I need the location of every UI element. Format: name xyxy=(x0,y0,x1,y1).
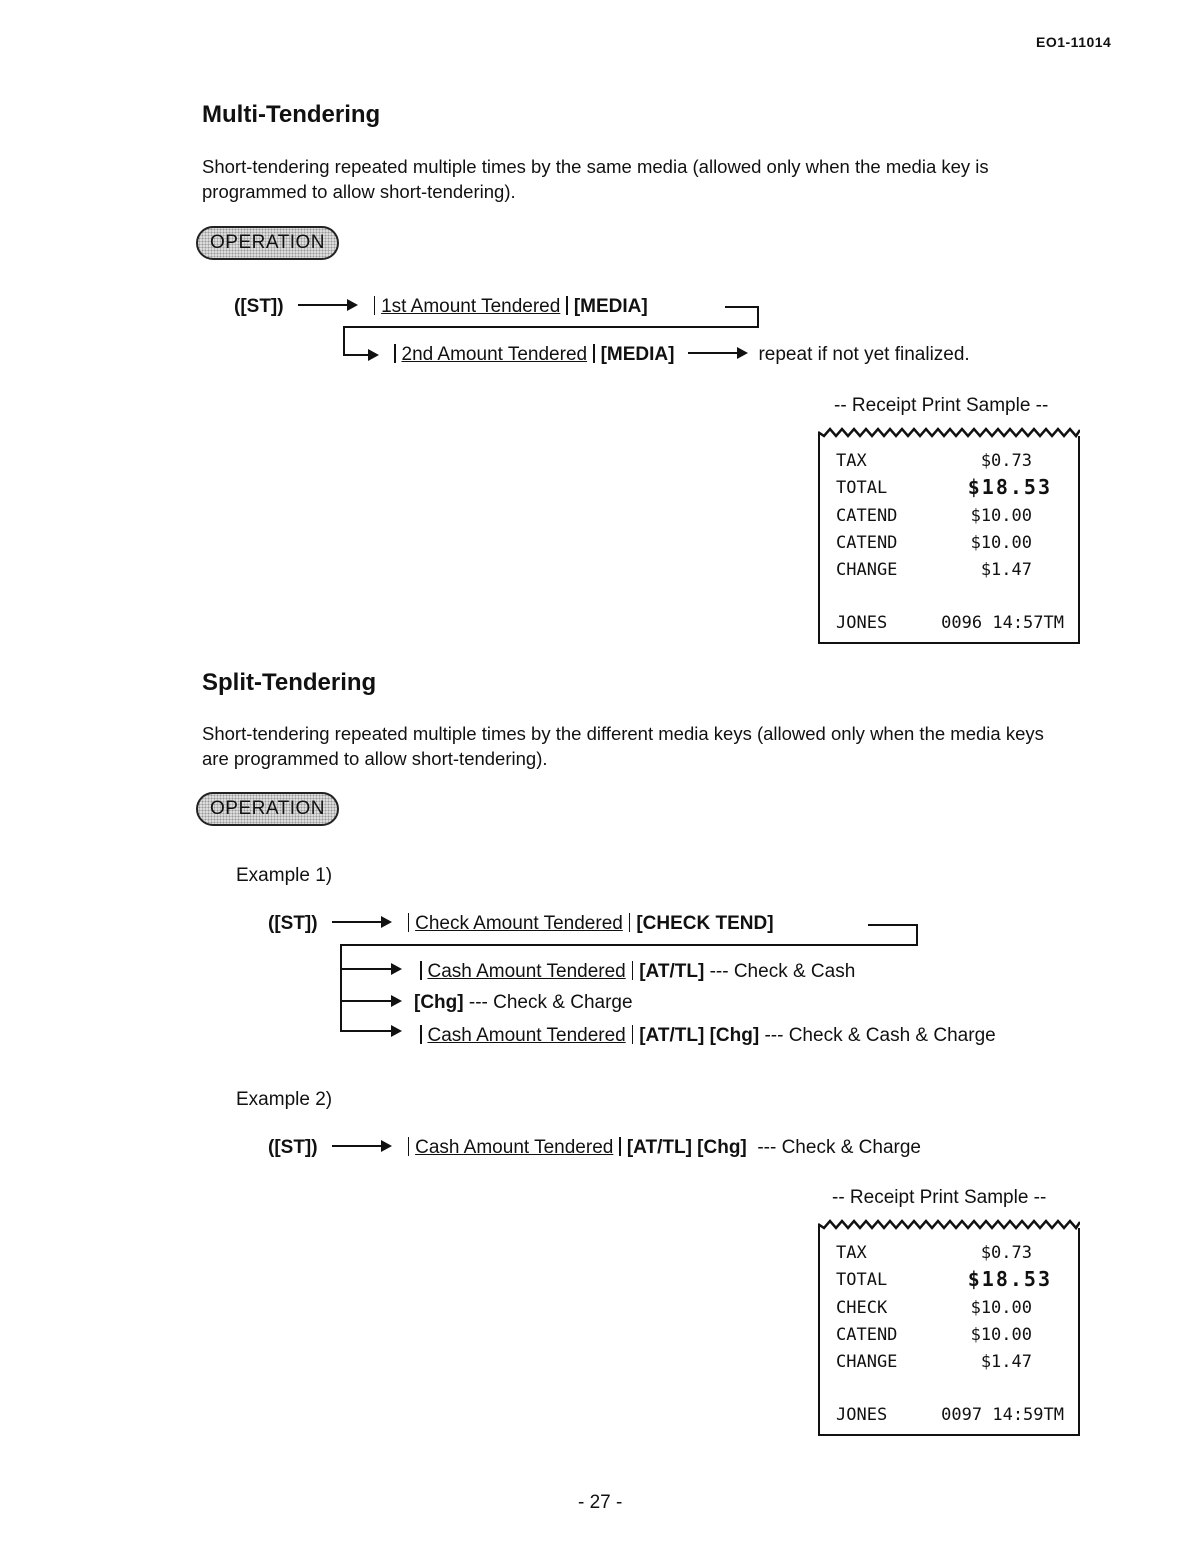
receipt-label: CATEND xyxy=(836,533,898,553)
document-id: EO1-11014 xyxy=(1036,34,1112,50)
branch-note: --- Check & Cash xyxy=(709,961,856,982)
example-1-line-1 xyxy=(268,913,774,935)
amount-bar xyxy=(420,1025,422,1044)
receipt-value: $10.00 xyxy=(970,506,1032,526)
attl-chg-keys: [AT/TL] [Chg] xyxy=(626,1137,747,1158)
arrow-right-icon xyxy=(332,1145,390,1147)
torn-edge-icon xyxy=(818,426,1080,440)
amount-tendered-label: Check Amount Tendered xyxy=(415,913,623,934)
attl-key: [AT/TL] xyxy=(639,961,705,982)
arrow-right-icon xyxy=(688,352,746,354)
check-tend-key: [CHECK TEND] xyxy=(636,913,774,934)
receipt-clerk-name: JONES xyxy=(836,613,888,633)
amount-bar xyxy=(632,961,634,980)
torn-edge-icon xyxy=(818,1218,1080,1232)
arrow-right-icon xyxy=(332,921,390,923)
operation-badge: OPERATION xyxy=(196,792,339,826)
chg-key: [Chg] xyxy=(414,992,464,1013)
amount-bar xyxy=(394,344,396,363)
multi-tendering-description: Short-tendering repeated multiple times by the same media (allowed only when the media key is programmed to allow short-tendering). xyxy=(202,156,989,202)
receipt-sample xyxy=(818,1228,1080,1436)
receipt-value: $1.47 xyxy=(980,560,1032,580)
branch-note: --- Check & Cash & Charge xyxy=(764,1025,996,1046)
receipt-label: TAX xyxy=(836,451,867,471)
amount-bar xyxy=(408,1137,410,1156)
amount-bar xyxy=(420,961,422,980)
branch-check-charge xyxy=(414,992,633,1014)
branch-check-cash xyxy=(414,961,855,983)
page-number: - 27 - xyxy=(578,1492,623,1513)
arrow-right-icon xyxy=(340,1030,400,1032)
branch-check-cash-charge xyxy=(414,1025,996,1047)
example-2-label: Example 2) xyxy=(236,1089,333,1110)
connector-line xyxy=(343,326,345,356)
amount-bar xyxy=(629,913,631,932)
receipt-value: $0.73 xyxy=(980,451,1032,471)
receipt-value: $10.00 xyxy=(970,533,1032,553)
branch-note: --- Check & Charge xyxy=(468,992,633,1013)
receipt-code-time: 0097 14:59TM xyxy=(941,1405,1064,1425)
media-key: [MEDIA] xyxy=(573,296,648,317)
receipt-caption: -- Receipt Print Sample -- xyxy=(832,1187,1047,1208)
split-tendering-title: Split-Tendering xyxy=(202,669,377,696)
receipt-value: $1.47 xyxy=(980,1352,1032,1372)
attl-chg-keys: [AT/TL] [Chg] xyxy=(639,1025,760,1046)
connector-line xyxy=(757,306,759,328)
amount-bar xyxy=(566,296,568,315)
receipt-caption: -- Receipt Print Sample -- xyxy=(834,395,1049,416)
arrow-right-icon xyxy=(340,1000,400,1002)
receipt-label: CATEND xyxy=(836,506,898,526)
connector-line xyxy=(916,924,918,946)
receipt-sample xyxy=(818,436,1080,644)
repeat-note: repeat if not yet finalized. xyxy=(758,344,970,365)
amount-bar xyxy=(632,1025,634,1044)
amount-tendered-label: 1st Amount Tendered xyxy=(381,296,561,317)
connector-line xyxy=(725,306,759,308)
receipt-code-time: 0096 14:57TM xyxy=(941,613,1064,633)
multi-tendering-title: Multi-Tendering xyxy=(202,101,381,128)
amount-tendered-label: 2nd Amount Tendered xyxy=(401,344,588,365)
receipt-value: $10.00 xyxy=(970,1325,1032,1345)
arrow-right-icon xyxy=(340,968,400,970)
amount-tendered-label: Cash Amount Tendered xyxy=(415,1137,614,1158)
amount-tendered-label: Cash Amount Tendered xyxy=(427,961,626,982)
connector-line xyxy=(340,944,918,946)
st-key: ([ST]) xyxy=(234,296,284,317)
connector-line xyxy=(340,944,342,1032)
st-key: ([ST]) xyxy=(268,913,318,934)
receipt-total-value: $18.53 xyxy=(967,475,1052,499)
connector-line xyxy=(868,924,918,926)
operation-badge: OPERATION xyxy=(196,226,339,260)
connector-line xyxy=(343,326,759,328)
receipt-label: CHECK xyxy=(836,1298,888,1318)
receipt-label: TAX xyxy=(836,1243,867,1263)
receipt-clerk-name: JONES xyxy=(836,1405,888,1425)
arrow-right-icon xyxy=(298,304,356,306)
receipt-label: TOTAL xyxy=(836,1270,888,1290)
amount-bar xyxy=(619,1137,621,1156)
receipt-label: CATEND xyxy=(836,1325,898,1345)
example-2-line xyxy=(268,1137,921,1159)
example-1-label: Example 1) xyxy=(236,865,333,886)
st-key: ([ST]) xyxy=(268,1137,318,1158)
multi-flow-line-1 xyxy=(234,296,648,318)
receipt-label: TOTAL xyxy=(836,478,888,498)
amount-bar xyxy=(593,344,595,363)
arrow-right-icon xyxy=(343,354,377,356)
receipt-value: $0.73 xyxy=(980,1243,1032,1263)
amount-bar xyxy=(408,913,410,932)
media-key: [MEDIA] xyxy=(600,344,675,365)
receipt-value: $10.00 xyxy=(970,1298,1032,1318)
receipt-label: CHANGE xyxy=(836,560,898,580)
receipt-total-value: $18.53 xyxy=(967,1267,1052,1291)
multi-flow-line-2 xyxy=(388,344,970,366)
amount-tendered-label: Cash Amount Tendered xyxy=(427,1025,626,1046)
split-tendering-description: Short-tendering repeated multiple times by the different media keys (allowed only when the media keys are programmed to allow short-tendering). xyxy=(202,723,1044,769)
amount-bar xyxy=(374,296,376,315)
receipt-label: CHANGE xyxy=(836,1352,898,1372)
example-2-note: --- Check & Charge xyxy=(757,1137,921,1158)
